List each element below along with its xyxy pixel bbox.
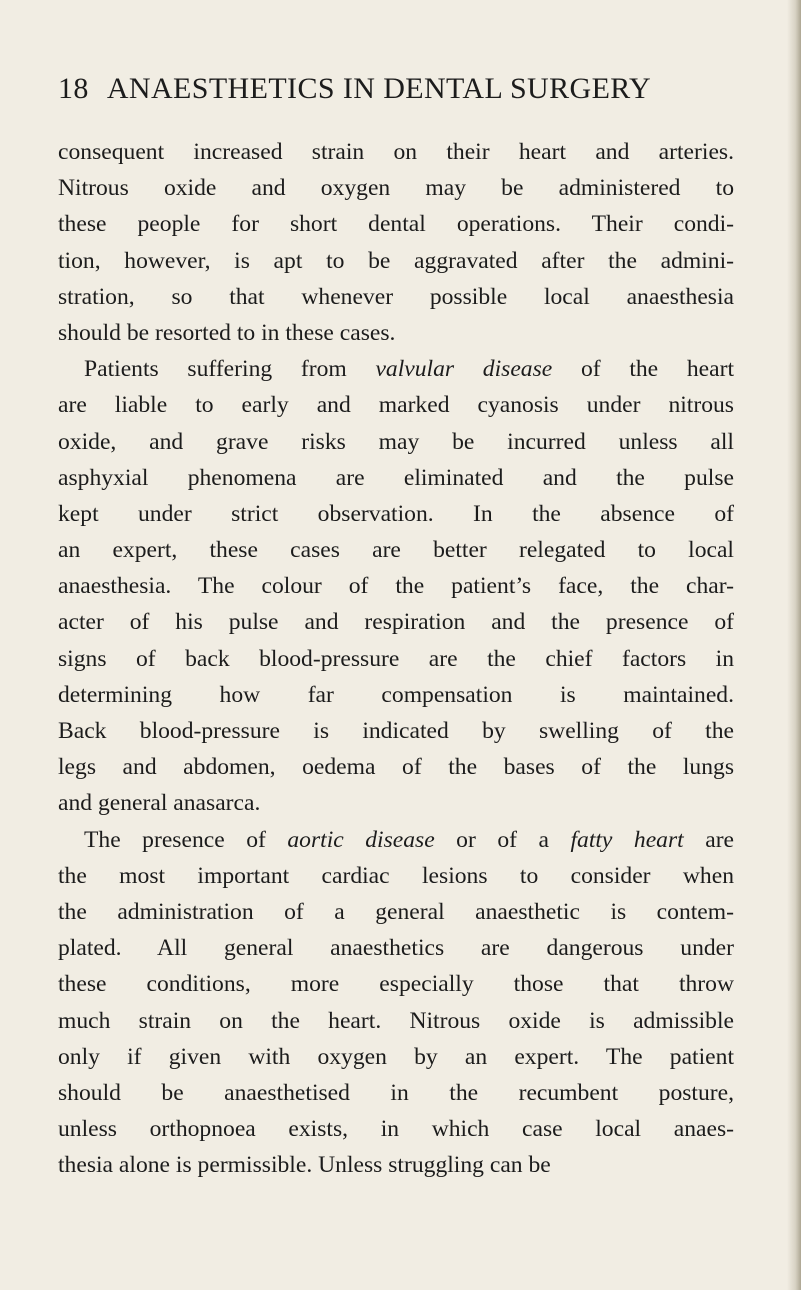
- italic-term: fatty heart: [570, 826, 684, 853]
- text-run: are: [683, 826, 735, 853]
- page-number: 18: [58, 72, 89, 105]
- text-run: legs and abdomen, oedema of the bases of the lungs: [58, 754, 734, 781]
- italic-term: aortic disease: [287, 826, 435, 853]
- text-run: consequent increased strain on their heart and arteries.: [58, 139, 734, 165]
- text-run: kept under strict observation. In the absence of: [58, 500, 734, 527]
- text-run: should be anaesthetised in the recumbent posture,: [58, 1079, 734, 1106]
- text-run: tion, however, is apt to be aggravated after the admini-: [58, 247, 734, 274]
- text-line: [58, 532, 734, 568]
- text-run: acter of his pulse and respiration and the presence of: [58, 609, 734, 636]
- page-edge-shadow: [787, 0, 801, 1290]
- text-run: The presence of: [84, 826, 288, 853]
- text-run: Nitrous oxide and oxygen may be administered to: [58, 175, 734, 202]
- text-line: [58, 1111, 734, 1147]
- text-line: [58, 134, 734, 170]
- text-line: [58, 424, 734, 460]
- italic-term: valvular disease: [375, 356, 553, 383]
- text-line: [58, 822, 734, 858]
- body-text: [58, 134, 734, 1183]
- text-line: [58, 496, 734, 532]
- text-run: and general anasarca.: [58, 790, 261, 817]
- text-line: [58, 351, 734, 387]
- text-run: determining how far compensation is maintained.: [58, 681, 734, 708]
- text-run: the administration of a general anaesthetic is contem-: [58, 898, 734, 925]
- text-run: thesia alone is permissible. Unless struggling can be: [58, 1152, 551, 1179]
- text-line: [58, 1147, 734, 1183]
- text-line: [58, 279, 734, 315]
- text-run: these conditions, more especially those that throw: [58, 971, 734, 998]
- text-line: [58, 387, 734, 423]
- text-run: unless orthopnoea exists, in which case local anaes-: [58, 1116, 734, 1143]
- running-header: [58, 74, 734, 104]
- text-run: stration, so that whenever possible local anaesthesia: [58, 283, 734, 310]
- text-run: Patients suffering from: [84, 356, 376, 383]
- text-line: [58, 1003, 734, 1039]
- text-line: [58, 677, 734, 713]
- text-line: [58, 1075, 734, 1111]
- text-line: [58, 315, 734, 351]
- running-title: ANAESTHETICS IN DENTAL SURGERY: [106, 72, 652, 105]
- text-line: [58, 568, 734, 604]
- text-line: [58, 785, 734, 821]
- text-run: plated. All general anaesthetics are dangerous under: [58, 935, 734, 962]
- text-run: are liable to early and marked cyanosis under nitrous: [58, 392, 734, 419]
- text-line: [58, 858, 734, 894]
- text-run: only if given with oxygen by an expert. The patient: [58, 1043, 734, 1070]
- text-run: Back blood-pressure is indicated by swelling of the: [58, 718, 734, 744]
- text-run: the most important cardiac lesions to consider when: [58, 862, 734, 889]
- text-line: [58, 1039, 734, 1075]
- text-run: of the heart: [552, 356, 735, 383]
- text-run: signs of back blood-pressure are the chief factors in: [58, 645, 734, 672]
- text-run: or of a: [434, 826, 571, 853]
- text-line: [58, 749, 734, 785]
- text-run: these people for short dental operations. Their condi-: [58, 211, 734, 238]
- text-run: anaesthesia. The colour of the patient’s face, the char-: [58, 573, 734, 600]
- text-line: [58, 243, 734, 279]
- text-run: much strain on the heart. Nitrous oxide is admissible: [58, 1007, 734, 1034]
- text-line: [58, 604, 734, 640]
- text-run: asphyxial phenomena are eliminated and the pulse: [58, 464, 734, 491]
- text-line: [58, 206, 734, 242]
- text-line: [58, 966, 734, 1002]
- text-line: [58, 713, 734, 749]
- text-run: should be resorted to in these cases.: [58, 319, 396, 346]
- text-line: [58, 460, 734, 496]
- text-run: oxide, and grave risks may be incurred unless all: [58, 428, 734, 455]
- text-line: [58, 641, 734, 677]
- text-line: [58, 930, 734, 966]
- text-run: an expert, these cases are better relegated to local: [58, 537, 734, 564]
- text-line: [58, 894, 734, 930]
- text-line: [58, 170, 734, 206]
